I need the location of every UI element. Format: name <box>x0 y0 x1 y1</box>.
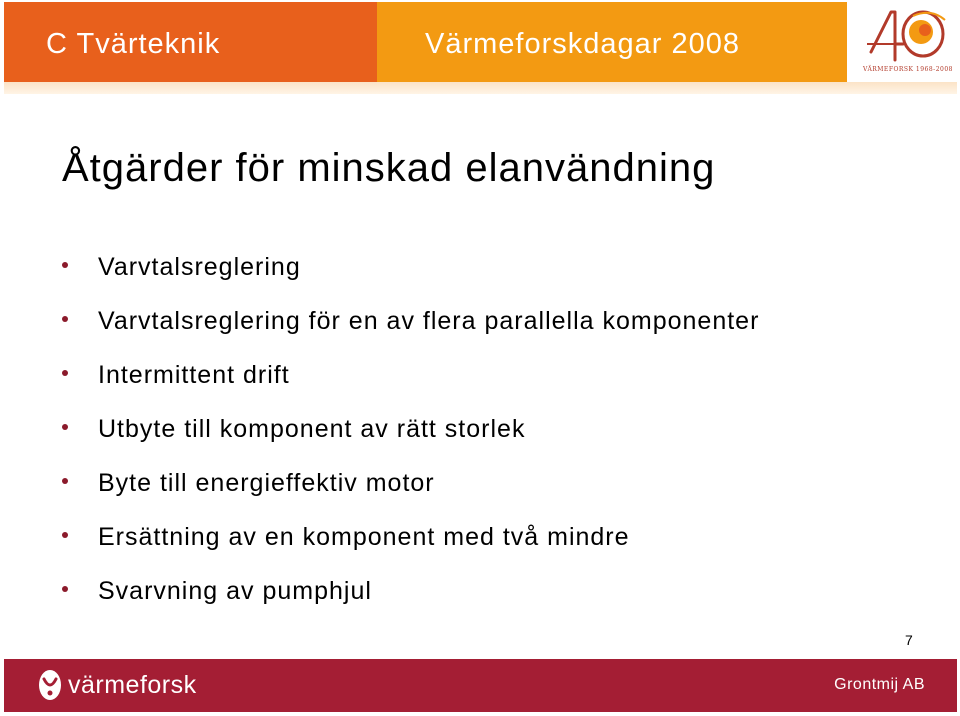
bullet-icon <box>62 586 68 592</box>
header-left-title: C Tvärteknik <box>46 28 221 60</box>
slide-title: Åtgärder för minskad elanvändning <box>62 146 716 190</box>
header-left-band <box>4 2 377 82</box>
bullet-text: Utbyte till komponent av rätt storlek <box>98 415 526 443</box>
bullet-text: Byte till energieffektiv motor <box>98 469 435 497</box>
anniversary-40-icon <box>861 4 953 66</box>
bullet-text: Varvtalsreglering <box>98 253 301 281</box>
bullet-icon <box>62 370 68 376</box>
anniversary-caption: VÄRMEFORSK 1968-2008 <box>863 66 953 73</box>
bullet-icon <box>62 532 68 538</box>
varmeforsk-emblem-icon <box>38 669 62 701</box>
footer-company: Grontmij AB <box>834 676 925 693</box>
bullet-text: Svarvning av pumphjul <box>98 577 372 605</box>
bullet-text: Intermittent drift <box>98 361 290 389</box>
bullet-icon <box>62 262 68 268</box>
bullet-icon <box>62 316 68 322</box>
slide-header <box>0 0 960 95</box>
header-event-title: Värmeforskdagar 2008 <box>425 28 740 60</box>
footer-logo-text: värmeforsk <box>68 671 197 699</box>
slide-footer <box>4 659 957 712</box>
anniversary-logo <box>857 2 957 82</box>
header-event-band <box>377 2 847 82</box>
bullet-icon <box>62 424 68 430</box>
page-number: 7 <box>905 632 913 648</box>
bullet-text: Ersättning av en komponent med två mindre <box>98 523 630 551</box>
bullet-icon <box>62 478 68 484</box>
varmeforsk-logo <box>34 667 206 707</box>
header-gradient-strip <box>4 82 957 94</box>
bullet-text: Varvtalsreglering för en av flera parallella komponenter <box>98 307 760 335</box>
